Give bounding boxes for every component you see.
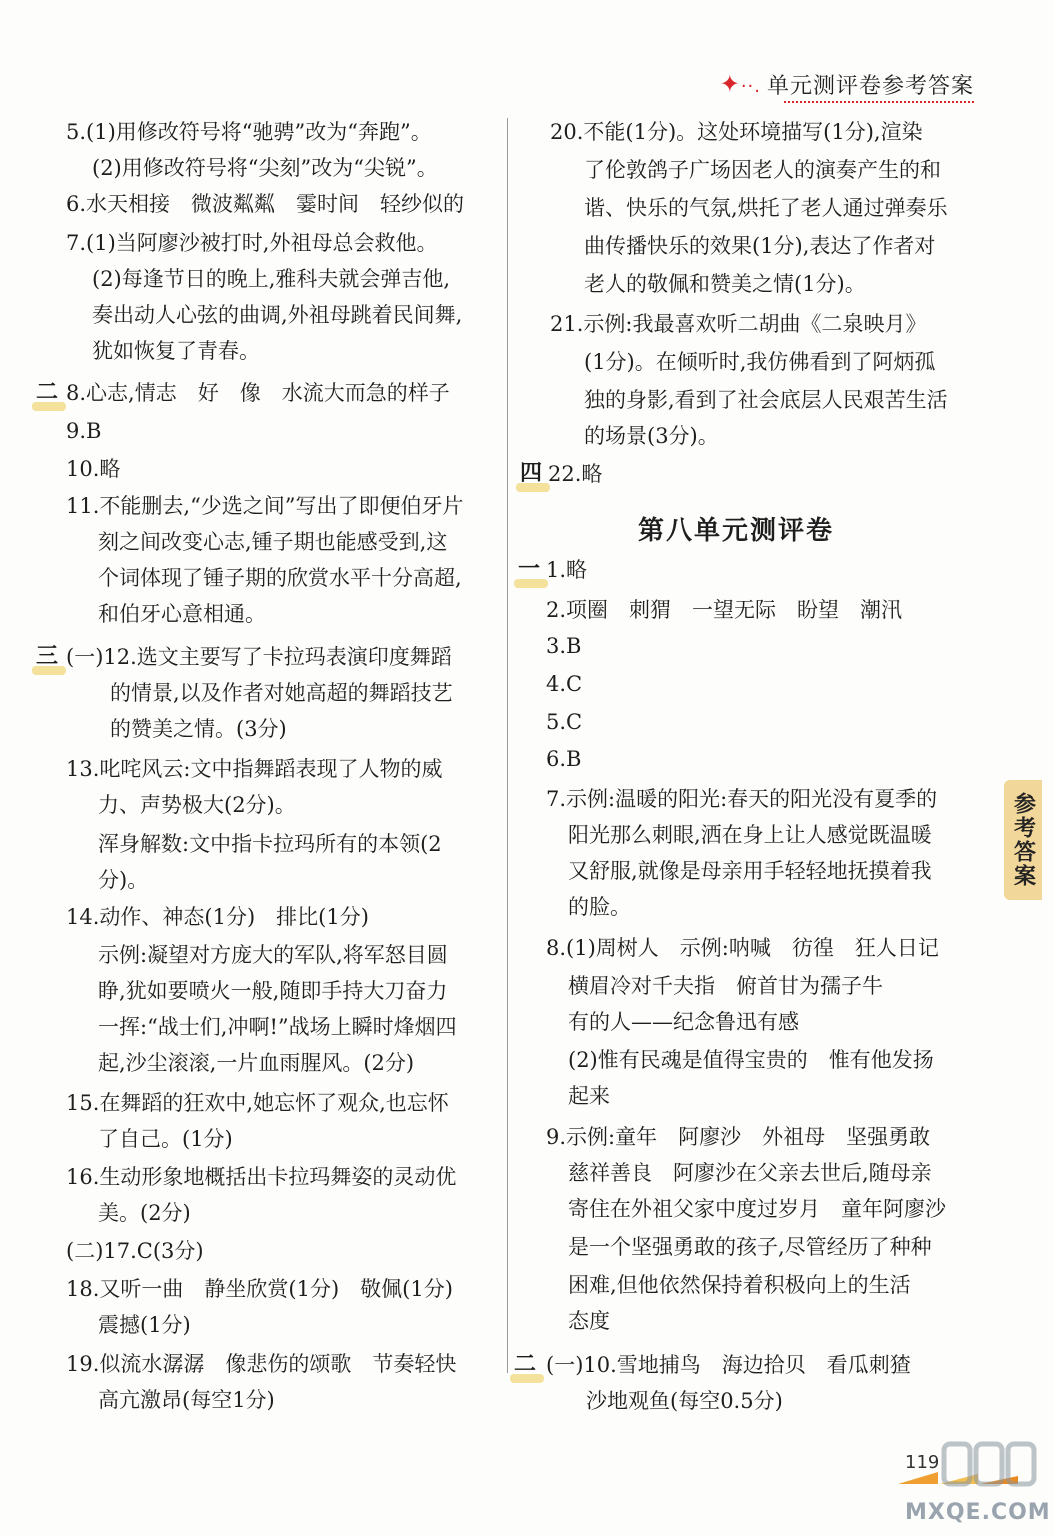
- left-answer-line: 15.在舞蹈的狂欢中,她忘怀了观众,也忘怀: [66, 1091, 449, 1115]
- left-answer-line: 5.(1)用修改符号将“驰骋”改为“奔跑”。: [66, 120, 432, 144]
- right-answer-line: 21.示例:我最喜欢听二胡曲《二泉映月》: [550, 312, 927, 336]
- right-answer-line: 有的人——纪念鲁迅有感: [568, 1010, 799, 1034]
- right-answer-line: 态度: [568, 1309, 610, 1333]
- right-answer-line: 1.略: [546, 558, 588, 582]
- right-answer-line: (2)惟有民魂是值得宝贵的 惟有他发扬: [568, 1048, 934, 1072]
- right-answer-line: 2.项圈 刺猬 一望无际 盼望 潮汛: [546, 598, 903, 622]
- left-answer-line: 18.又听一曲 静坐欣赏(1分) 敬佩(1分): [66, 1277, 453, 1301]
- right-answer-line: (一)10.雪地捕鸟 海边拾贝 看瓜刺猹: [546, 1353, 911, 1377]
- right-answer-line: 是一个坚强勇敢的孩子,尽管经历了种种: [568, 1235, 932, 1259]
- right-answer-line: 22.略: [548, 462, 603, 486]
- right-answer-line: 独的身影,看到了社会底层人民艰苦生活: [584, 388, 948, 412]
- left-answer-line: 美。(2分): [98, 1201, 191, 1225]
- left-answer-line: 6.水天相接 微波粼粼 霎时间 轻纱似的: [66, 192, 465, 216]
- left-answer-line: 犹如恢复了青春。: [92, 339, 260, 363]
- right-answer-line: 阳光那么刺眼,洒在身上让人感觉既温暖: [568, 823, 932, 847]
- left-answer-line: 7.(1)当阿廖沙被打时,外祖母总会救他。: [66, 231, 438, 255]
- right-answer-line: (1分)。在倾听时,我仿佛看到了阿炳孤: [584, 350, 936, 374]
- left-answer-line: 高亢激昂(每空1分): [98, 1388, 275, 1412]
- left-answer-line: 9.B: [66, 419, 102, 443]
- left-answer-line: 11.不能删去,“少选之间”写出了即便伯牙片: [66, 494, 464, 518]
- side-tab-label: 参考答案: [1010, 792, 1036, 888]
- left-answer-line: 的情景,以及作者对她高超的舞蹈技艺: [110, 681, 453, 705]
- right-answer-line: 曲传播快乐的效果(1分),表达了作者对: [584, 234, 936, 258]
- left-answer-line: 睁,犹如要喷火一般,随即手持大刀奋力: [98, 979, 448, 1003]
- left-answer-line: (一)12.选文主要写了卡拉玛表演印度舞蹈: [66, 645, 452, 669]
- header-title: 单元测评卷参考答案: [766, 73, 974, 99]
- right-section-marker: 一: [518, 557, 541, 582]
- left-answer-line: 刻之间改变心志,锺子期也能感受到,这: [98, 530, 448, 554]
- left-answer-line: 10.略: [66, 457, 121, 481]
- right-answer-line: 7.示例:温暖的阳光:春天的阳光没有夏季的: [546, 787, 938, 811]
- left-answer-line: 个词体现了锺子期的欣赏水平十分高超,: [98, 566, 462, 590]
- left-answer-line: (二)17.C(3分): [66, 1239, 204, 1263]
- left-answer-line: 震撼(1分): [98, 1313, 191, 1337]
- left-answer-line: 14.动作、神态(1分) 排比(1分): [66, 905, 369, 929]
- right-answer-line: 8.(1)周树人 示例:呐喊 彷徨 狂人日记: [546, 936, 939, 960]
- side-tab: [1004, 780, 1042, 900]
- left-answer-line: 一挥:“战士们,冲啊!”战场上瞬时烽烟四: [98, 1015, 457, 1039]
- right-answer-line: 了伦敦鸽子广场因老人的演奏产生的和: [584, 158, 941, 182]
- left-answer-line: 8.心志,情志 好 像 水流大而急的样子: [66, 381, 450, 405]
- left-answer-line: 16.生动形象地概括出卡拉玛舞姿的灵动优: [66, 1165, 457, 1189]
- left-answer-line: 分)。: [98, 868, 149, 892]
- star-icon: ✦··.: [719, 70, 761, 98]
- left-answer-line: 和伯牙心意相通。: [98, 602, 266, 626]
- column-divider: [507, 118, 508, 1373]
- right-section-marker: 四: [520, 461, 543, 486]
- left-answer-line: 19.似流水潺潺 像悲伤的颂歌 节奏轻快: [66, 1352, 457, 1376]
- right-section-marker: 二: [514, 1352, 537, 1377]
- right-answer-line: 4.C: [546, 672, 583, 696]
- right-answer-line: 的场景(3分)。: [584, 424, 719, 448]
- left-answer-line: 力、声势极大(2分)。: [98, 793, 296, 817]
- right-answer-line: 老人的敬佩和赞美之情(1分)。: [584, 272, 866, 296]
- right-answer-line: 6.B: [546, 747, 582, 771]
- right-answer-line: 慈祥善良 阿廖沙在父亲去世后,随母亲: [568, 1161, 932, 1185]
- right-answer-line: 3.B: [546, 634, 582, 658]
- page-header: [720, 68, 974, 100]
- left-section-marker: 二: [36, 380, 59, 405]
- left-answer-line: 奏出动人心弦的曲调,外祖母跳着民间舞,: [92, 303, 463, 327]
- right-answer-line: 困难,但他依然保持着积极向上的生活: [568, 1273, 911, 1297]
- left-answer-line: 的赞美之情。(3分): [110, 717, 287, 741]
- right-answer-line: 9.示例:童年 阿廖沙 外祖母 坚强勇敢: [546, 1125, 931, 1149]
- left-answer-line: 起,沙尘滚滚,一片血雨腥风。(2分): [98, 1051, 415, 1075]
- right-answer-line: 又舒服,就像是母亲用手轻轻地抚摸着我: [568, 859, 932, 883]
- unit-title: 第八单元测评卷: [638, 516, 835, 546]
- watermark-text: MXQE.COM: [905, 1500, 1051, 1525]
- header-underline: [784, 101, 974, 103]
- left-answer-line: 浑身解数:文中指卡拉玛所有的本领(2: [98, 832, 442, 856]
- right-answer-line: 寄住在外祖父家中度过岁月 童年阿廖沙: [568, 1197, 946, 1221]
- right-answer-line: 5.C: [546, 710, 583, 734]
- left-section-marker: 三: [36, 644, 59, 669]
- right-answer-line: 起来: [568, 1084, 610, 1108]
- left-answer-line: 了自己。(1分): [98, 1127, 233, 1151]
- right-answer-line: 横眉冷对千夫指 俯首甘为孺子牛: [568, 974, 883, 998]
- right-answer-line: 沙地观鱼(每空0.5分): [586, 1389, 783, 1413]
- left-answer-line: 示例:凝望对方庞大的军队,将军怒目圆: [98, 943, 448, 967]
- right-answer-line: 20.不能(1分)。这处环境描写(1分),渲染: [550, 120, 923, 144]
- right-answer-line: 谐、快乐的气氛,烘托了老人通过弹奏乐: [584, 196, 948, 220]
- right-answer-line: 的脸。: [568, 895, 631, 919]
- left-answer-line: (2)每逢节日的晚上,雅科夫就会弹吉他,: [92, 267, 451, 291]
- left-answer-line: (2)用修改符号将“尖刻”改为“尖锐”。: [92, 156, 438, 180]
- left-answer-line: 13.叱咤风云:文中指舞蹈表现了人物的威: [66, 757, 443, 781]
- page-number: 119: [905, 1452, 940, 1473]
